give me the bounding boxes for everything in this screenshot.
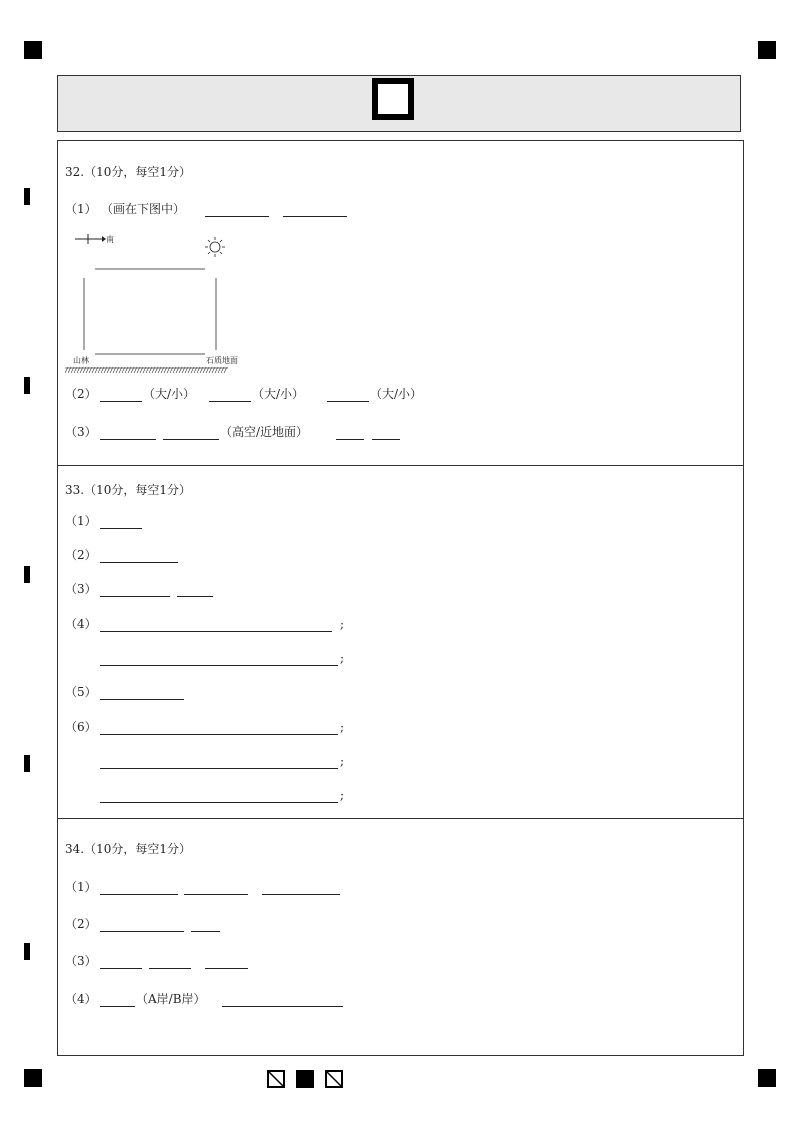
direction-label: 南 xyxy=(106,235,114,244)
answer-blank[interactable] xyxy=(184,894,248,895)
forest-label: 山林 xyxy=(73,356,89,365)
semicolon: ; xyxy=(340,651,345,665)
semicolon: ; xyxy=(340,788,345,802)
side-mark xyxy=(24,566,30,583)
answer-blank[interactable] xyxy=(100,894,178,895)
corner-mark-bottom-right xyxy=(758,1069,776,1087)
diagonal-box-icon xyxy=(267,1070,285,1088)
answer-blank[interactable] xyxy=(163,439,219,440)
semicolon: ; xyxy=(340,617,345,631)
q33-part4-label: （4） xyxy=(65,617,97,631)
answer-blank[interactable] xyxy=(100,439,156,440)
answer-blank[interactable] xyxy=(336,439,364,440)
semicolon: ; xyxy=(340,754,345,768)
square-mark xyxy=(296,1070,314,1088)
answer-blank[interactable] xyxy=(100,665,338,666)
answer-blank[interactable] xyxy=(100,931,184,932)
q34-part1-label: （1） xyxy=(65,880,97,894)
answer-blank[interactable] xyxy=(209,401,251,402)
q34-part4-label: （4） xyxy=(65,992,97,1006)
q32-part1-label: （1） xyxy=(65,202,97,216)
answer-blank[interactable] xyxy=(262,894,340,895)
direction-arrow-icon xyxy=(75,234,106,244)
answer-blank[interactable] xyxy=(100,734,338,735)
corner-mark-top-left xyxy=(24,41,42,59)
side-mark xyxy=(24,755,30,772)
answer-blank[interactable] xyxy=(205,216,269,217)
q32-part3-option: （高空/近地面） xyxy=(220,425,309,439)
ground-hatch-marks xyxy=(65,366,230,374)
answer-blank[interactable] xyxy=(100,768,338,769)
sun-icon xyxy=(205,237,225,257)
q32-part3-label: （3） xyxy=(65,425,97,439)
answer-blank[interactable] xyxy=(283,216,347,217)
answer-blank[interactable] xyxy=(100,528,142,529)
diagonal-box-icon xyxy=(325,1070,343,1088)
answer-blank[interactable] xyxy=(191,931,220,932)
answer-blank[interactable] xyxy=(100,596,170,597)
answer-blank[interactable] xyxy=(372,439,400,440)
answer-blank[interactable] xyxy=(100,968,142,969)
corner-mark-bottom-left xyxy=(24,1069,42,1087)
rock-ground-label: 石质地面 xyxy=(206,356,238,365)
answer-blank[interactable] xyxy=(100,802,338,803)
answer-blank[interactable] xyxy=(222,1006,343,1007)
corner-mark-top-right xyxy=(758,41,776,59)
answer-blank[interactable] xyxy=(149,968,191,969)
q33-part3-label: （3） xyxy=(65,582,97,596)
q33-part5-label: （5） xyxy=(65,685,97,699)
q33-part6-label: （6） xyxy=(65,720,97,734)
q32-part2-option: （大/小） xyxy=(370,387,423,401)
question-32-title: 32.（10分，每空1分） xyxy=(65,165,191,179)
side-mark xyxy=(24,188,30,205)
answer-blank[interactable] xyxy=(205,968,248,969)
q34-part3-label: （3） xyxy=(65,954,97,968)
q32-part2-label: （2） xyxy=(65,387,97,401)
answer-blank[interactable] xyxy=(100,699,184,700)
question-33-title: 33.（10分，每空1分） xyxy=(65,483,191,497)
side-mark xyxy=(24,943,30,960)
q33-part1-label: （1） xyxy=(65,514,97,528)
q32-part2-option: （大/小） xyxy=(252,387,305,401)
answer-blank[interactable] xyxy=(100,1006,135,1007)
q32-part1-hint: （画在下图中） xyxy=(101,202,186,216)
question-33-box xyxy=(57,465,744,819)
q33-part2-label: （2） xyxy=(65,548,97,562)
answer-blank[interactable] xyxy=(100,562,178,563)
header-square-mark xyxy=(372,78,414,120)
question-34-title: 34.（10分，每空1分） xyxy=(65,842,191,856)
answer-blank[interactable] xyxy=(327,401,369,402)
answer-blank[interactable] xyxy=(177,596,213,597)
answer-blank[interactable] xyxy=(100,401,142,402)
semicolon: ; xyxy=(340,720,345,734)
q32-part2-option: （大/小） xyxy=(143,387,196,401)
side-mark xyxy=(24,377,30,394)
q34-part2-label: （2） xyxy=(65,917,97,931)
q34-part4-option: （A岸/B岸） xyxy=(136,992,206,1006)
answer-blank[interactable] xyxy=(100,631,332,632)
